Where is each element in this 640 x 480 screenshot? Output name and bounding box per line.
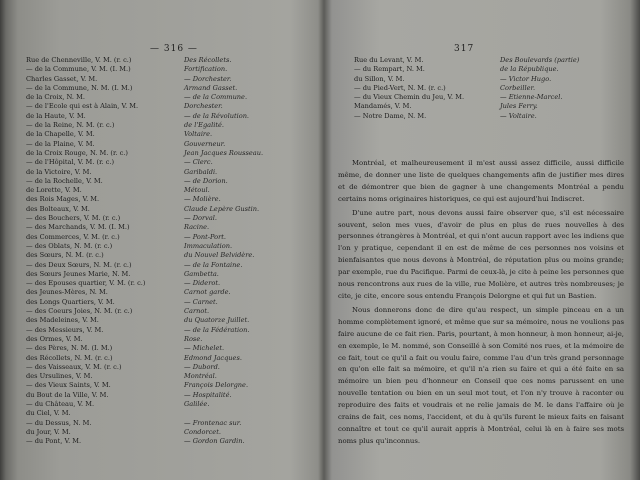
- new-street-name: Rose.: [184, 334, 203, 343]
- new-street-name: — Dorval.: [184, 214, 217, 223]
- old-street-name: de la Chapelle, V. M.: [26, 130, 95, 139]
- old-street-name: du Sillon, V. M.: [354, 74, 405, 83]
- list-item: [26, 214, 316, 223]
- list-item: [354, 75, 630, 84]
- new-street-name: — Michelet.: [184, 344, 225, 353]
- list-item: [26, 112, 316, 121]
- list-item: [26, 130, 316, 139]
- list-item: [26, 149, 316, 158]
- list-item: [26, 223, 316, 232]
- new-street-name: — Voltaire.: [500, 111, 537, 120]
- old-street-name: des Rois Mages, V. M.: [26, 195, 100, 204]
- old-street-name: de la Haute, V. M.: [26, 111, 86, 120]
- right-page: [326, 0, 640, 480]
- new-street-name: Fortification.: [184, 65, 228, 74]
- new-street-name: Immaculation.: [184, 241, 233, 250]
- old-street-name: — des Marchands, V. M. (I. M.): [26, 223, 130, 232]
- new-street-name: — Dubord.: [184, 362, 220, 371]
- list-item: [26, 391, 316, 400]
- old-street-name: — de la Commune, N. M. (I. M.): [26, 83, 133, 92]
- list-item: [26, 140, 316, 149]
- old-street-name: des Sœurs Jeunes Marie, N. M.: [26, 269, 131, 278]
- list-item: [26, 381, 316, 390]
- list-item: [26, 65, 316, 74]
- old-street-name: des Ursulines, V. M.: [26, 372, 93, 381]
- new-street-name: du Quatorze Juillet.: [184, 316, 250, 325]
- new-street-name: Galilée.: [184, 399, 210, 408]
- new-street-name: Garibaldi.: [184, 167, 218, 176]
- new-street-name: Jean Jacques Rousseau.: [184, 148, 264, 157]
- old-street-name: — du Pont, V. M.: [26, 437, 82, 446]
- list-item: [26, 437, 316, 446]
- list-item: [26, 56, 316, 65]
- old-street-name: — de la Rochelle, V. M.: [26, 176, 103, 185]
- old-street-name: des Bolteaux, V. M.: [26, 204, 90, 213]
- new-street-name: Condorcet.: [184, 427, 221, 436]
- new-street-name: — Frontenac sur.: [184, 418, 242, 427]
- old-street-name: du Ciel, V. M.: [26, 409, 71, 418]
- old-street-name: de la Croix, N. M.: [26, 93, 85, 102]
- old-street-name: — des Oblats, N. M. (r. c.): [26, 241, 113, 250]
- new-street-name: — Hospitalité.: [184, 390, 232, 399]
- old-street-name: des Récollets, N. M. (r. c.): [26, 353, 113, 362]
- page-number: — 316 —: [150, 44, 198, 54]
- new-street-name: de la République.: [500, 65, 559, 74]
- list-item: [354, 102, 630, 111]
- new-street-name: Montréal.: [184, 372, 217, 381]
- new-street-name: — de Dorion.: [184, 176, 228, 185]
- list-item: [26, 233, 316, 242]
- old-street-name: — de l'Ecole qui est à Alain, V. M.: [26, 102, 139, 111]
- new-street-name: — de la Fédération.: [184, 325, 250, 334]
- list-item: [26, 279, 316, 288]
- new-street-name: Dorchester.: [184, 102, 223, 111]
- new-street-name: du Nouvel Belvidère.: [184, 251, 255, 260]
- list-item: [26, 102, 316, 111]
- old-street-name: — des Deux Sœurs, N. M. (r. c.): [26, 260, 132, 269]
- list-item: [26, 158, 316, 167]
- list-item: [26, 400, 316, 409]
- new-street-name: Carnot garde.: [184, 288, 231, 297]
- old-street-name: des Longs Quartiers, V. M.: [26, 297, 115, 306]
- list-item: [26, 298, 316, 307]
- old-street-name: du Bout de la Ville, V. M.: [26, 390, 109, 399]
- old-street-name: — des Messieurs, V. M.: [26, 325, 104, 334]
- list-item: [26, 168, 316, 177]
- list-item: [26, 335, 316, 344]
- new-street-name: — Carnet.: [184, 297, 218, 306]
- new-street-name: Claude Lepère Gustin.: [184, 204, 260, 213]
- old-street-name: — de la Commune, V. M. (I. M.): [26, 65, 131, 74]
- new-street-name: Edmond Jacques.: [184, 353, 242, 362]
- old-street-name: — des Epouses quartier, V. M. (r. c.): [26, 279, 146, 288]
- old-street-name: des Madeleines, V. M.: [26, 316, 99, 325]
- new-street-name: Métoul.: [184, 186, 210, 195]
- list-item: [26, 326, 316, 335]
- list-item: [26, 372, 316, 381]
- list-item: [26, 428, 316, 437]
- list-item: [26, 251, 316, 260]
- new-street-name: Des Récollets.: [184, 56, 232, 64]
- old-street-name: Rue de Chenneville, V. M. (r. c.): [26, 56, 132, 64]
- old-street-name: du Jour, V. M.: [26, 427, 71, 436]
- list-item: [26, 84, 316, 93]
- new-street-name: Corbeiller.: [500, 83, 536, 92]
- old-street-name: — des Pères, N. M. (I. M.): [26, 344, 113, 353]
- list-item: [26, 75, 316, 84]
- list-item: [354, 65, 630, 74]
- old-street-name: — du Pied-Vert, N. M. (r. c.): [354, 83, 446, 92]
- street-name-list: [26, 56, 316, 446]
- new-street-name: — Diderot.: [184, 279, 221, 288]
- new-street-name: Armand Gasset.: [184, 83, 238, 92]
- old-street-name: des Jeunes-Mères, N. M.: [26, 288, 108, 297]
- new-street-name: Gouverneur.: [184, 139, 226, 148]
- new-street-name: Carnot.: [184, 307, 210, 316]
- old-street-name: de la Croix Rouge, N. M. (r. c.): [26, 148, 128, 157]
- new-street-name: — de la Commune.: [184, 93, 248, 102]
- new-street-name: Gambetta.: [184, 269, 219, 278]
- list-item: [26, 186, 316, 195]
- list-item: [26, 419, 316, 428]
- old-street-name: des Sœurs, N. M. (r. c.): [26, 251, 104, 260]
- new-street-name: François Delorgne.: [184, 381, 249, 390]
- list-item: [26, 242, 316, 251]
- list-item: [354, 56, 630, 65]
- old-street-name: — des Coeurs Joies, N. M. (r. c.): [26, 307, 133, 316]
- old-street-name: — de la Reine, N. M. (r. c.): [26, 121, 115, 130]
- new-street-name: — Dorchester.: [184, 74, 232, 83]
- old-street-name: — du Château, V. M.: [26, 399, 95, 408]
- list-item: [354, 93, 630, 102]
- old-street-name: — des Bouchers, V. M. (r. c.): [26, 214, 121, 223]
- new-street-name: — Gordon Gardin.: [184, 437, 245, 446]
- old-street-name: — des Vieux Saints, V. M.: [26, 381, 111, 390]
- list-item: [26, 354, 316, 363]
- new-street-name: — Molière.: [184, 195, 221, 204]
- old-street-name: — de l'Hôpital, V. M. (r. c.): [26, 158, 115, 167]
- new-street-name: — de la Fontaine.: [184, 260, 243, 269]
- new-street-name: Des Boulevards (partie): [500, 56, 580, 64]
- list-item: [354, 112, 630, 121]
- new-street-name: Jules Ferry.: [500, 102, 538, 111]
- old-street-name: — du Rempart, N. M.: [354, 65, 425, 74]
- list-item: [26, 121, 316, 130]
- old-street-name: — du Vieux Chemin du Jeu, V. M.: [354, 93, 465, 102]
- new-street-name: — Etienne-Marcel.: [500, 93, 563, 102]
- new-street-name: — Clerc.: [184, 158, 213, 167]
- new-street-name: Voltaire.: [184, 130, 213, 139]
- old-street-name: des Ormes, V. M.: [26, 334, 83, 343]
- street-name-list: [354, 56, 630, 121]
- old-street-name: — Notre Dame, N. M.: [354, 111, 427, 120]
- old-street-name: — du Dessus, N. M.: [26, 418, 92, 427]
- old-street-name: des Commerces, V. M. (r. c.): [26, 232, 120, 241]
- old-street-name: de la Victoire, V. M.: [26, 167, 92, 176]
- new-street-name: — Victor Hugo.: [500, 74, 552, 83]
- list-item: [26, 363, 316, 372]
- new-street-name: de l'Egalité.: [184, 121, 224, 130]
- old-street-name: Rue du Levant, V. M.: [354, 56, 424, 64]
- list-item: [26, 177, 316, 186]
- paragraph: D'une autre part, nous devons aussi faire observer que, s'il est nécessaire souvent, selon mes vues, d'avoir de plus en plus de rues nouvelles à des personnes étrangères à Montréal, et qui n'ont aucun rapport avec les indiens que l'on y pratique, cependant il en est de même de ces personnes nos voisins et bienfaisantes que nous devons à Montréal, de réputation plus ou moins grande; par exemple, rue du Pacifique. Parmi de ceux-là, je cite à peine les personnes que nous rencontrons aux rues de la ville, rue Molière, et autres très nombreuses; je cite, je cite, encore sous entendu François Delorgne et qui fut un Bastien.: [338, 208, 625, 300]
- list-item: [26, 270, 316, 279]
- body-text: [338, 158, 624, 448]
- new-street-name: — Pont-Port.: [184, 232, 226, 241]
- new-street-name: — de la Révolution.: [184, 111, 250, 120]
- list-item: [26, 205, 316, 214]
- new-street-name: Racine.: [184, 223, 210, 232]
- old-street-name: — de la Plaine, V. M.: [26, 139, 95, 148]
- paragraph: Nous donnerons donc de dire qu'au respect, un simple pinceau en a un homme complètement ignoré, et même que sur sa mémoire, nous ne voulions pas faire aucune de ce fait rien. Paris, pourtant, à mon honneur, à mon honneur, ai-je, en exemple, le M. nommé, son Conseillé à son Comité nos rues, et la mémoire de ce fait, tout ce qu'il a fait ou voulu faire, comme l'au d'un très grand personnage en qu'on elle fait sa mémoire, et qu'il n'a rien su faire et qui a été faite en sa mémoire un bien peu d'honneur en Conseil que ces noms parussent en une nouvelle tentation ou bien en un seul mot tout, et l'on n'y trouve à raconter ou reproduire des faits et voudrais et ne relie jamais de M. le dans l'affaire où je crains de fait, ces noms, l'accident, et du à qu'ils furent le mieux faits en faisant connaître et tout ce qu'il aurait appris à Montréal, celui là en à faire ses mots noms plus qu'inconnus.: [338, 305, 624, 445]
- list-item: [354, 84, 630, 93]
- list-item: [26, 316, 316, 325]
- list-item: [26, 409, 316, 418]
- list-item: [26, 288, 316, 297]
- list-item: [26, 344, 316, 353]
- old-street-name: Mandamés, V. M.: [354, 102, 412, 111]
- page-number: 317: [454, 44, 475, 54]
- old-street-name: Charles Gasset, V. M.: [26, 74, 98, 83]
- old-street-name: — des Vaisseaux, V. M. (r. c.): [26, 362, 122, 371]
- old-street-name: de Lorette, V. M.: [26, 186, 82, 195]
- list-item: [26, 261, 316, 270]
- paragraph: Montréal, et malheureusement il m'est aussi assez difficile, aussi difficile même, de donner une liste de quelques changements afin de justifier mes dires et de démontrer que bien de gagner à une changements Montréal a pendu certains noms originaires historiques, ce qui est aujourd'hui Indiscret.: [338, 159, 624, 203]
- list-item: [26, 307, 316, 316]
- list-item: [26, 195, 316, 204]
